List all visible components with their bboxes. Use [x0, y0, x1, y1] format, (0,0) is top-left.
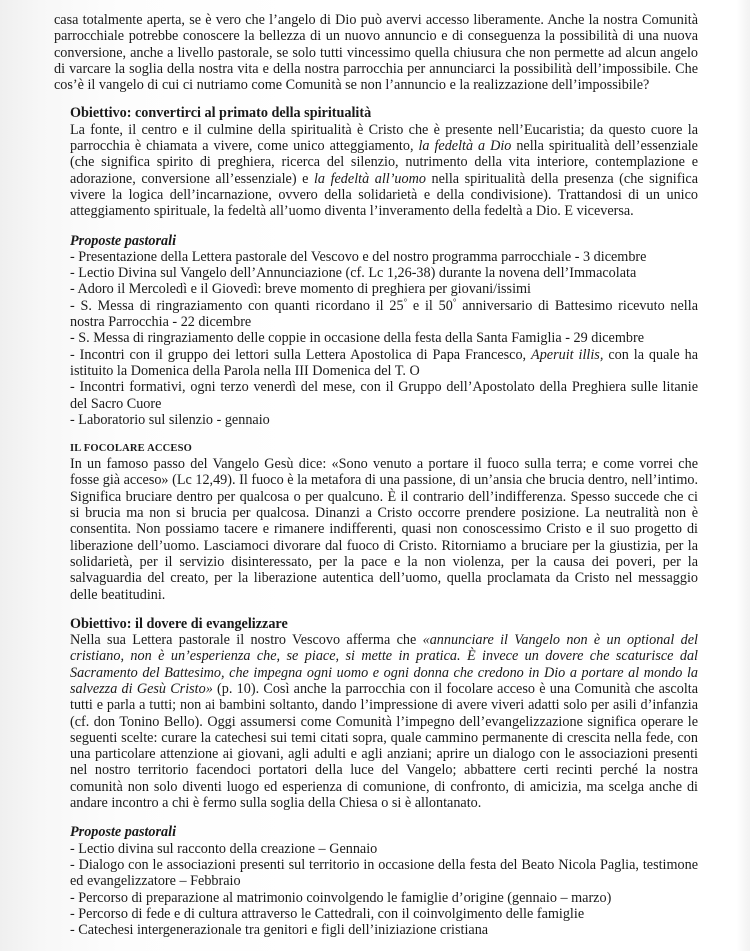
bishop-quote: «annunciare il Vangelo non è un optional del cristiano, non è un’esperienza che, se piace, si mette in pratica. È invece un dovere che scaturisce dal Sacramento del Battesimo, che impegna ogni uomo e ogni donna che credono in Dio a portare al mondo la salvezza di Gesù Cristo»	[70, 632, 698, 697]
proposal-item: - Percorso di fede e di cultura attraverso le Cattedrali, con il coinvolgimento delle famiglie	[70, 905, 585, 922]
objective-text-evangelize	[70, 632, 698, 811]
objective-text-part: nella spiritualità dell’essenziale (che significa spirito di preghiera, ricerca del silenzio, nutrimento della vita interiore, contemplazione e adorazione, conversione all’essenziale) e	[70, 138, 698, 187]
proposal-text-part: anniversario di Battesimo ricevuto nella nostra Parrocchia - 22 dicembre	[70, 297, 698, 331]
proposals-heading-2: Proposte pastorali	[70, 824, 177, 841]
objective-text-part: Nella sua Lettera pastorale il nostro Vescovo afferma che	[70, 632, 423, 649]
proposal-text-part: - Incontri con il gruppo dei lettori sulla Lettera Apostolica di Papa Francesco,	[70, 346, 532, 363]
intro-paragraph: casa totalmente aperta, se è vero che l’angelo di Dio può avervi accesso liberamente. Anche la nostra Comunità parrocchiale potrebbe conoscere la bellezza di un nuovo annuncio e di conseguenza la possibilità di una nuova conversione, anche a livello pastorale, se solo tutti vincessimo quella chiusura che non permette ad alcun angelo di varcare la soglia della nostra vita e della nostra parrocchia per annunciarci la possibilità dell’impossibile. Che cos’è il vangelo di cui ci nutriamo come Comunità se non l’annuncio e la realizzazione dell’impossibile?	[54, 12, 698, 94]
objective-text-part: La fonte, il centro e il culmine della spiritualità è Cristo che è presente nell’Eucaristia; da questo cuore la parrocchia è chiamata a vivere, come unico atteggiamento,	[70, 121, 698, 155]
objective-heading-evangelize: Obiettivo: il dovere di evangelizzare	[70, 615, 288, 632]
proposal-item: - Adoro il Mercoledì e il Giovedì: breve momento di preghiera per giovani/issimi	[70, 281, 531, 298]
objective-text-part: nella spiritualità della presenza (che significa vivere la logica dell’incarnazione, ovvero della solidarietà e della condivisione). Trattandosi di un unico atteggiamento spirituale, la fedeltà all’uomo diventa l’inveramento della fedeltà a Dio. E viceversa.	[70, 170, 698, 220]
proposals-heading-1: Proposte pastorali	[70, 232, 177, 249]
proposal-item: - Laboratorio sul silenzio - gennaio	[70, 411, 270, 428]
proposal-item	[70, 298, 698, 331]
focolare-intro-text: In un famoso passo del Vangelo Gesù dice: «Sono venuto a portare il fuoco sulla terra; e come vorrei che fosse già acceso» (Lc 12,49). Il fuoco è la metafora di una passione, di un’ansia che brucia dentro, nell’intimo. Significa bruciare dentro per qualcosa o per qualcuno. È il contrario dell’indifferenza. Spesso succede che ci si brucia ma non si brucia per qualcosa. Dinanzi a Cristo occorre prendere posizione. La neutralità non è consentita. Non possiamo tacere e rimanere indifferenti, quasi non conoscessimo Cristo e il suo progetto di liberazione dell’uomo. Lasciamoci divorare dal fuoco di Cristo. Ritorniamo a bruciare per la giustizia, per la solidarietà, per il servizio disinteressato, per la pace e la non violenza, per la causa dei poveri, per la salvaguardia del creato, per la liberazione autentica dell’uomo, quella proclamata da Cristo nel messaggio delle beatitudini.	[70, 456, 698, 603]
proposal-text-part: e il 50	[407, 297, 453, 314]
proposal-text-part: - S. Messa di ringraziamento con quanti ricordano il 25	[70, 297, 404, 314]
proposal-item: - Catechesi intergenerazionale tra genitori e figli dell’iniziazione cristiana	[70, 922, 489, 939]
proposals-list-1	[54, 249, 698, 428]
section-title-focolare: IL FOCOLARE ACCESO	[70, 443, 193, 455]
proposal-item	[70, 347, 698, 380]
proposal-text-emphasis: Aperuit illis,	[531, 346, 604, 363]
proposal-item: - Incontri formativi, ogni terzo venerdì del mese, con il Gruppo dell’Apostolato della Preghiera sulle litanie del Sacro Cuore	[70, 379, 698, 412]
objective-heading-spirituality: Obiettivo: convertirci al primato della spiritualità	[70, 105, 372, 122]
proposal-item: - Dialogo con le associazioni presenti sul territorio in occasione della festa del Beato Nicola Paglia, testimone ed evangelizzatore – Febbraio	[70, 856, 698, 890]
proposal-item: - Lectio divina sul racconto della creazione – Gennaio	[70, 840, 378, 857]
objective-text-emphasis: la fedeltà all’uomo	[313, 170, 426, 187]
proposal-item: - Percorso di preparazione al matrimonio coinvolgendo le famiglie d’origine (gennaio – marzo)	[70, 889, 612, 906]
degree-superscript: °	[452, 296, 457, 307]
objective-text-emphasis: la fedeltà a Dio	[418, 138, 512, 155]
objective-text-part: (p. 10). Così anche la parrocchia con il focolare acceso è una Comunità che ascolta tutti e parla a tutti; non ai bambini soltanto, dando l’impressione di avere viveri adatti solo per asili d’infanzia (cf. don Tonino Bello). Oggi assumersi come Comunità l’impegno dell’evangelizzazione significa operare le seguenti scelte: curare la catechesi sui temi citati sopra, quale cammino permanente di crescita nella fede, con una particolare attenzione ai giovani, agli adulti e agli anziani; aprire un dialogo con le associazioni presenti nel nostro territorio facendoci portatori della luce del Vangelo; abbattere certi recinti perché la nostra comunità non solo diventi luogo ed esperienza di comunione, di confronto, di amicizia, ma scelga anche di andare incontro a chi è fermo sulla soglia della Chiesa o si è allontanato.	[70, 680, 699, 812]
proposal-text-part: con la quale ha istituito la Domenica della Parola nella III Domenica del T. O	[70, 346, 698, 379]
proposals-list-2	[54, 841, 698, 939]
objective-text-spirituality	[70, 122, 698, 220]
proposal-item: - Presentazione della Lettera pastorale del Vescovo e del nostro programma parrocchiale - 3 dicembre	[70, 248, 647, 265]
degree-superscript: °	[403, 296, 408, 307]
proposal-item: - S. Messa di ringraziamento delle coppie in occasione della festa della Santa Famiglia - 29 dicembre	[70, 330, 645, 347]
proposal-item: - Lectio Divina sul Vangelo dell’Annunciazione (cf. Lc 1,26-38) durante la novena dell’Immacolata	[70, 265, 637, 282]
